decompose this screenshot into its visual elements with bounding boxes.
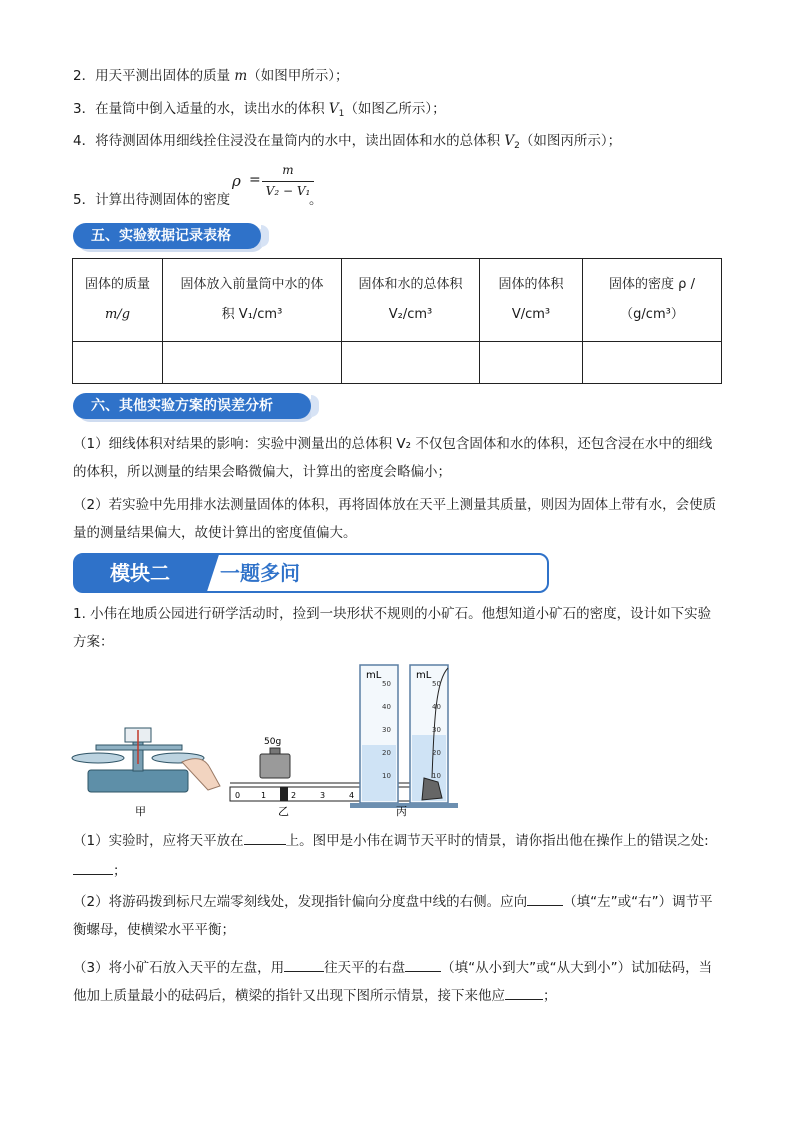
var-v1: V: [328, 101, 339, 117]
table-cell-empty[interactable]: [73, 342, 163, 384]
ruler-tick-label: 1: [261, 791, 267, 800]
cylinder-tick-label: 20: [382, 749, 391, 757]
balance-scale-figure: [72, 728, 220, 792]
cylinder-2-unit: mL: [416, 670, 432, 681]
figure-label-jia: 甲: [135, 805, 146, 818]
table-header-cell: 固体和水的总体积 V₂/cm³: [342, 259, 480, 342]
section-5-header: [73, 223, 261, 249]
formula-denominator: V₂ − V₁: [265, 184, 311, 198]
cylinder-tick-label: 30: [382, 726, 391, 734]
table-header-cell: 固体的密度 ρ / （g/cm³）: [583, 259, 722, 342]
formula-rho: ρ: [232, 172, 241, 190]
answer-blank-2[interactable]: [73, 860, 113, 875]
table-header-cell: 固体的体积 V/cm³: [480, 259, 583, 342]
balance-beam: [96, 745, 182, 750]
ruler-tick-label: 0: [235, 791, 241, 800]
var-v2: V: [504, 133, 515, 149]
module-label: 模块二: [75, 555, 205, 591]
answer-blank-4[interactable]: [284, 957, 324, 972]
figure-label-yi: 乙: [278, 805, 289, 818]
step-2: [73, 66, 724, 86]
density-formula: [232, 163, 312, 205]
var-v1-sub: 1: [338, 109, 345, 119]
ruler-slider: [280, 787, 288, 801]
analysis-paragraph-2: （2）若实验中先用排水法测量固体的体积，再将固体放在天平上测量其质量，则因为固体上带有水，会使质量的测量结果偏大，故使计算出的密度值偏大。: [73, 497, 717, 541]
var-m: m: [234, 68, 248, 84]
weight-body: [260, 754, 290, 778]
data-record-table: [72, 258, 722, 384]
cylinder-tick-label: 10: [432, 772, 441, 780]
question-2: （2）将游码拨到标尺左端零刻线处，发现指针偏向分度盘中线的右侧。应向 （填“左”或“右”）调节平衡螺母，使横梁水平平衡；: [73, 888, 724, 944]
weight-label: 50g: [264, 737, 282, 747]
step-5-period: 。: [309, 192, 323, 208]
formula-numerator: m: [282, 163, 294, 177]
cylinder-tick-label: 20: [432, 749, 441, 757]
step-3-tail: （如图乙所示）；: [344, 101, 446, 117]
formula-fraction-bar: [262, 181, 314, 182]
cylinder-tick-label: 30: [432, 726, 441, 734]
answer-blank-1[interactable]: [244, 830, 286, 845]
table-row: [73, 342, 722, 384]
table-header-row: [73, 259, 722, 342]
formula-equals: =: [249, 172, 261, 188]
question-intro: 1. 小伟在地质公园进行研学活动时，捡到一块形状不规则的小矿石。他想知道小矿石的密度，设计如下实验方案：: [73, 606, 712, 650]
cylinder-2-base: [400, 803, 458, 808]
ruler-tick-label: 2: [291, 791, 297, 800]
experiment-figure: [70, 660, 470, 820]
module-title: 一题多问: [220, 561, 300, 585]
question-3: （3）将小矿石放入天平的左盘，用 往天平的右盘 （填“从小到大”或“从大到小”）试加砝码，当他加上质量最小的砝码后，横梁的指针又出现下图所示情景，接下来他应 ；: [73, 954, 724, 1010]
step-5-tail: [309, 190, 724, 210]
table-header-cell: 固体放入前量筒中水的体 积 V₁/cm³: [163, 259, 342, 342]
step-4-text: 4．将待测固体用细线拴住浸没在量筒内的水中，读出固体和水的总体积: [73, 133, 505, 149]
balance-left-pan: [72, 753, 124, 763]
question-1-line-1: （1）实验时，应将天平放在 上。图甲是小伟在调节天平时的情景，请你指出他在操作上的错误之处:: [73, 830, 724, 851]
ruler-tick-label: 3: [320, 791, 326, 800]
cylinder-tick-label: 50: [432, 680, 441, 688]
weight-knob: [270, 748, 280, 754]
cylinder-1-unit: mL: [366, 670, 382, 681]
cylinder-tick-label: 10: [382, 772, 391, 780]
cylinder-tick-label: 50: [382, 680, 391, 688]
step-2-tail: （如图甲所示）；: [247, 68, 349, 84]
analysis-paragraph-1: （1）细线体积对结果的影响：实验中测量出的总体积 V₂ 不仅包含固体和水的体积，还包含浸在水中的细线的体积，所以测量的结果会略微偏大，计算出的密度会略偏小；: [73, 436, 713, 480]
cylinder-tick-label: 40: [382, 703, 391, 711]
cylinder-tick-label: 40: [432, 703, 441, 711]
step-3: [73, 99, 724, 124]
step-2-text: 2．用天平测出固体的质量: [73, 68, 235, 84]
answer-blank-3[interactable]: [527, 891, 563, 906]
table-cell-empty[interactable]: [480, 342, 583, 384]
answer-blank-5[interactable]: [405, 957, 441, 972]
section-6-header: [73, 393, 311, 419]
table-cell-empty[interactable]: [163, 342, 342, 384]
section-5-title: 五、实验数据记录表格: [91, 228, 231, 244]
table-cell-empty[interactable]: [342, 342, 480, 384]
step-4: [73, 131, 724, 156]
table-header-cell: 固体的质量 m/g: [73, 259, 163, 342]
step-4-tail: （如图丙所示）；: [519, 133, 622, 149]
module-header: [73, 553, 549, 593]
question-1-line-2: ；: [73, 860, 724, 881]
table-cell-empty[interactable]: [583, 342, 722, 384]
step-3-text: 3．在量筒中倒入适量的水，读出水的体积: [73, 101, 329, 117]
balance-base: [88, 770, 188, 792]
ruler-tick-label: 4: [349, 791, 355, 800]
answer-blank-6[interactable]: [505, 985, 543, 1000]
var-v2-sub: 2: [514, 141, 520, 151]
step-5-text: 5．计算出待测固体的密度: [73, 192, 231, 208]
section-6-title: 六、其他实验方案的误差分析: [91, 398, 273, 414]
figure-label-bing: 丙: [396, 805, 407, 818]
